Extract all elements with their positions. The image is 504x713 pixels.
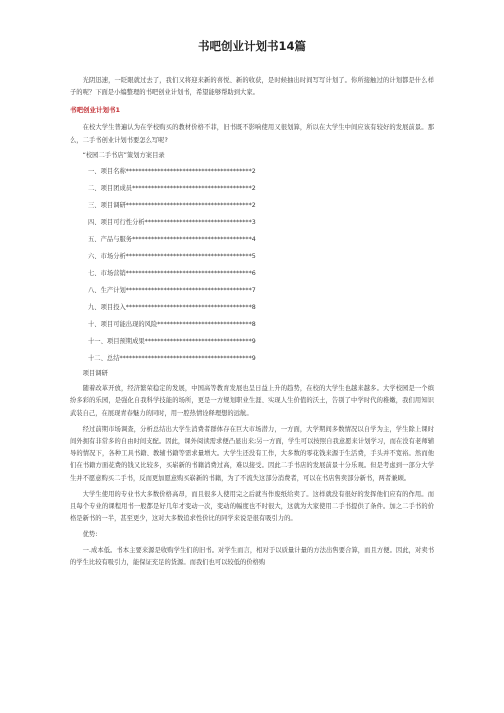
intro-paragraph: 光阴迅速，一眨眼就过去了，我们又将迎来新的喜悦、新的收获，是时候抽出时间写写计划了。你所接触过的计划都是什么样子的呢？下面是小编整理的书吧创业计划书，希望能够帮助到大家。 bbox=[70, 77, 434, 97]
toc-item: 八、生产计划****************************************7 bbox=[88, 287, 256, 295]
toc-item: 六、市场分析****************************************5 bbox=[88, 253, 256, 261]
research-paragraph-2: 经过前期市场调查，分析总结出大学生消费者群体存在巨大市场潜力，一方面，大学期间多数情况以自学为主，学生除上课时间外拥有非常多的自由时间支配。因此，课外阅读需求便凸显出来;另一方面，学生可以按照自我意愿来计划学习，而在没有老师辅导的情况下，各种工具书籍、教辅书籍等需求量增大。大学生还没有工作，大多数的零花钱来源于生活费，手头并不宽裕。然而他们在书籍方面花费的钱又比较多，买崭新的书籍消费过高，难以接受。因此二手书店的发展前景十分乐观。但是考虑到一部分大学生并不愿意购买二手书，反而更加愿意购买崭新的书籍，为了不流失这部分消费者，可以在书店售卖部分新书，两者兼顾。 bbox=[70, 425, 434, 482]
toc-item: 三、项目调研****************************************2 bbox=[88, 202, 256, 210]
research-heading: 项目调研 bbox=[82, 370, 108, 378]
advantage-heading: 优势: bbox=[82, 531, 98, 539]
research-paragraph-3: 大学生使用的专业书大多数价格高昂，而且很多人使用完之后就当作废纸给卖了。这样就没有很好的发挥他们应有的作用。而且每个专业的课程用书一般都是好几年才变动一次，变动的幅度也不时很大，这就为大家使用二手书提供了条件。加之二手书的价格是新书的一半，甚至更少，这对大多数追求性价比的同学来说是很有吸引力的。 bbox=[70, 490, 434, 523]
toc-item: 七、市场营销****************************************6 bbox=[88, 270, 256, 278]
research-paragraph-1: 随着改革开放，经济繁荣稳定的发展，中国高等教育发展也呈日益上升的趋势，在校的大学生也越来越多。大学校园是一个缤纷多彩的乐园，是强化自我科学技能的场所，更是一方规划职业生涯、实现人生价值的沃土，告别了中学时代的稚嫩，我们用知识武装自己，在展现青春魅力的同时，用一腔热情诠释理想的远航。 bbox=[70, 385, 434, 417]
toc-item: 九、项目投入****************************************8 bbox=[88, 304, 256, 312]
toc-item: 十二、总结******************************************9 bbox=[88, 355, 256, 363]
toc-item: 十、项目可能出现的风险******************************8 bbox=[88, 321, 256, 329]
page-title: 书吧创业计划书14篇 bbox=[197, 39, 306, 53]
toc-item: 十一、项目预期成果**********************************9 bbox=[88, 338, 256, 346]
toc-title: “校园二手书店”策划方案目录 bbox=[82, 151, 165, 159]
toc-item: 五、产品与服务**************************************4 bbox=[88, 236, 256, 244]
section-intro-paragraph: 在校大学生普遍认为在学校购买的教材价格不菲，旧书既不影响使用又很划算，所以在大学生中间应该有较好的发展前景。那么，二手书创业计划书要怎么写呢? bbox=[70, 124, 434, 144]
toc-item: 四、项目可行性分析**********************************3 bbox=[88, 219, 256, 227]
section-heading: 书吧创业计划书1 bbox=[70, 106, 121, 115]
advantage-paragraph: 一.成本低。书本主要来源是收购学生们的旧书。对学生而言，相对于以质量计量的方法出售要合算，而且方便。因此，对卖书的学生比较有吸引力，能保证充足的货源。而我们也可以较低的价格购 bbox=[70, 546, 434, 566]
toc-item: 二、项目团成员**************************************2 bbox=[88, 185, 256, 193]
toc-item: 一、项目名称****************************************2 bbox=[88, 168, 256, 176]
table-of-contents bbox=[70, 166, 434, 365]
